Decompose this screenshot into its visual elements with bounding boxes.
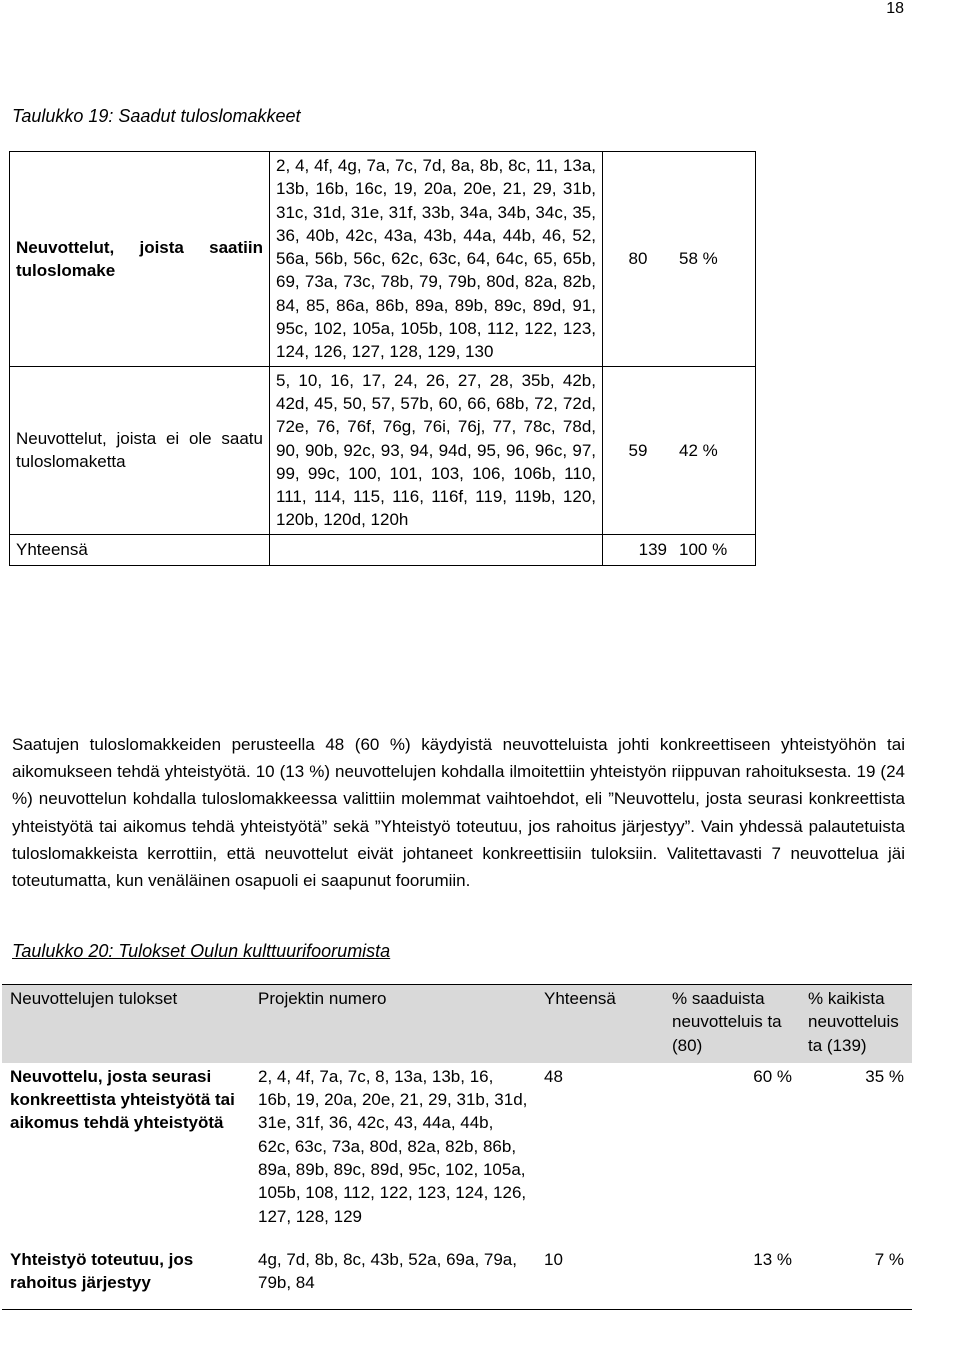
table-19: [9, 151, 756, 566]
column-header: Projektin numero: [250, 985, 536, 1063]
percent-received-cell: 60 %: [753, 1066, 792, 1086]
table-20: [2, 984, 912, 1310]
row-label: Neuvottelut, joista ei ole saatu tuloslomaketta: [10, 366, 270, 534]
total-label: Yhteensä: [10, 534, 270, 565]
body-paragraph: Saatujen tuloslomakkeiden perusteella 48 (60 %) käydyistä neuvotteluista johti konkreettiseen yhteistyöhön tai aikomukseen tehdä yhteistyötä. 10 (13 %) neuvottelujen kohdalla ilmoitettiin yhteistyön riippuvan rahoituksesta. 19 (24 %) neuvottelun kohdalla tuloslomakkeessa valittiin molemmat vaihtoehdot, eli ”Neuvottelu, josta seurasi konkreettista yhteistyötä tai aikomus tehdä yhteistyötä” sekä ”Yhteistyö toteutuu, jos rahoitus järjestyy”. Vain yhdessä palautetuista tuloslomakkeista kerrottiin, että neuvottelut eivät johtaneet konkreettisiin tuloksiin. Valitettavasti 7 neuvottelua jäi toteutumatta, kun venäläinen osapuoli ei saapunut foorumiin.: [12, 735, 905, 891]
row-label: Yhteistyö toteutuu, jos rahoitus järjestyy: [2, 1246, 250, 1309]
total-count: 139: [603, 534, 674, 565]
table-row: [2, 1063, 912, 1246]
count-cell: 80: [603, 152, 674, 367]
column-header: Neuvottelujen tulokset: [2, 985, 250, 1063]
total-percent: 100 %: [673, 534, 756, 565]
percent-cell: 42 %: [673, 366, 756, 534]
total-row: [10, 534, 756, 565]
table-row: [10, 366, 756, 534]
project-numbers: 2, 4, 4f, 7a, 7c, 8, 13a, 13b, 16, 16b, 19, 20a, 20e, 21, 29, 31b, 31d, 31e, 31f, 36, 42c, 43, 44a, 44b, 62c, 63c, 73a, 80d, 82a, 82b, 86b, 89a, 89b, 89c, 89d, 95c, 102, 105a, 105b, 108, 112, 122, 123, 124, 126, 127, 128, 129: [258, 1066, 528, 1226]
table-row: [2, 1246, 912, 1309]
total-cell: 10: [536, 1246, 664, 1309]
count-cell: 59: [603, 366, 674, 534]
page-number: 18: [886, 0, 904, 17]
percent-received-cell: 13 %: [664, 1246, 800, 1309]
column-header: % saaduista neuvotteluis ta (80): [664, 985, 800, 1063]
percent-all-cell: 35 %: [865, 1066, 904, 1086]
project-numbers: 2, 4, 4f, 4g, 7a, 7c, 7d, 8a, 8b, 8c, 11, 13a, 13b, 16b, 16c, 19, 20a, 20e, 21, 29, 31b, 31c, 31d, 31e, 31f, 33b, 34a, 34b, 34c, 35, 36, 40b, 42c, 43a, 43b, 44a, 44b, 46, 52, 56a, 56b, 56c, 62c, 63c, 64, 64c, 65, 65b, 69, 73a, 73c, 78b, 79, 79b, 80d, 82a, 82b, 84, 85, 86a, 86b, 89a, 89b, 89c, 89d, 91, 95c, 102, 105a, 105b, 108, 112, 122, 123, 124, 126, 127, 128, 129, 130: [270, 152, 603, 367]
row-label: Neuvottelu, josta seurasi konkreettista yhteistyötä tai aikomus tehdä yhteistyötä: [10, 1066, 235, 1133]
column-header: % kaikista neuvotteluis ta (139): [800, 985, 912, 1063]
empty-cell: [270, 534, 603, 565]
project-numbers: 4g, 7d, 8b, 8c, 43b, 52a, 69a, 79a, 79b, 84: [250, 1246, 536, 1309]
total-cell: 48: [544, 1066, 563, 1086]
header-row: [2, 985, 912, 1063]
row-label: Neuvottelut, joista saatiin tuloslomake: [10, 152, 270, 367]
table-20-caption: Taulukko 20: Tulokset Oulun kulttuurifoorumista: [12, 941, 391, 961]
column-header: Yhteensä: [536, 985, 664, 1063]
percent-all-cell: 7 %: [800, 1246, 912, 1309]
table-row: [10, 152, 756, 367]
table-19-caption: Taulukko 19: Saadut tuloslomakkeet: [12, 106, 301, 126]
percent-cell: 58 %: [673, 152, 756, 367]
project-numbers: 5, 10, 16, 17, 24, 26, 27, 28, 35b, 42b, 42d, 45, 50, 57, 57b, 60, 66, 68b, 72, 72d, 72e, 76, 76f, 76g, 76i, 76j, 77, 78c, 78d, 90, 90b, 92c, 93, 94, 94d, 95, 96, 96c, 97, 99, 99c, 100, 101, 103, 106, 106b, 110, 111, 114, 115, 116, 116f, 119, 119b, 120, 120b, 120d, 120h: [270, 366, 603, 534]
